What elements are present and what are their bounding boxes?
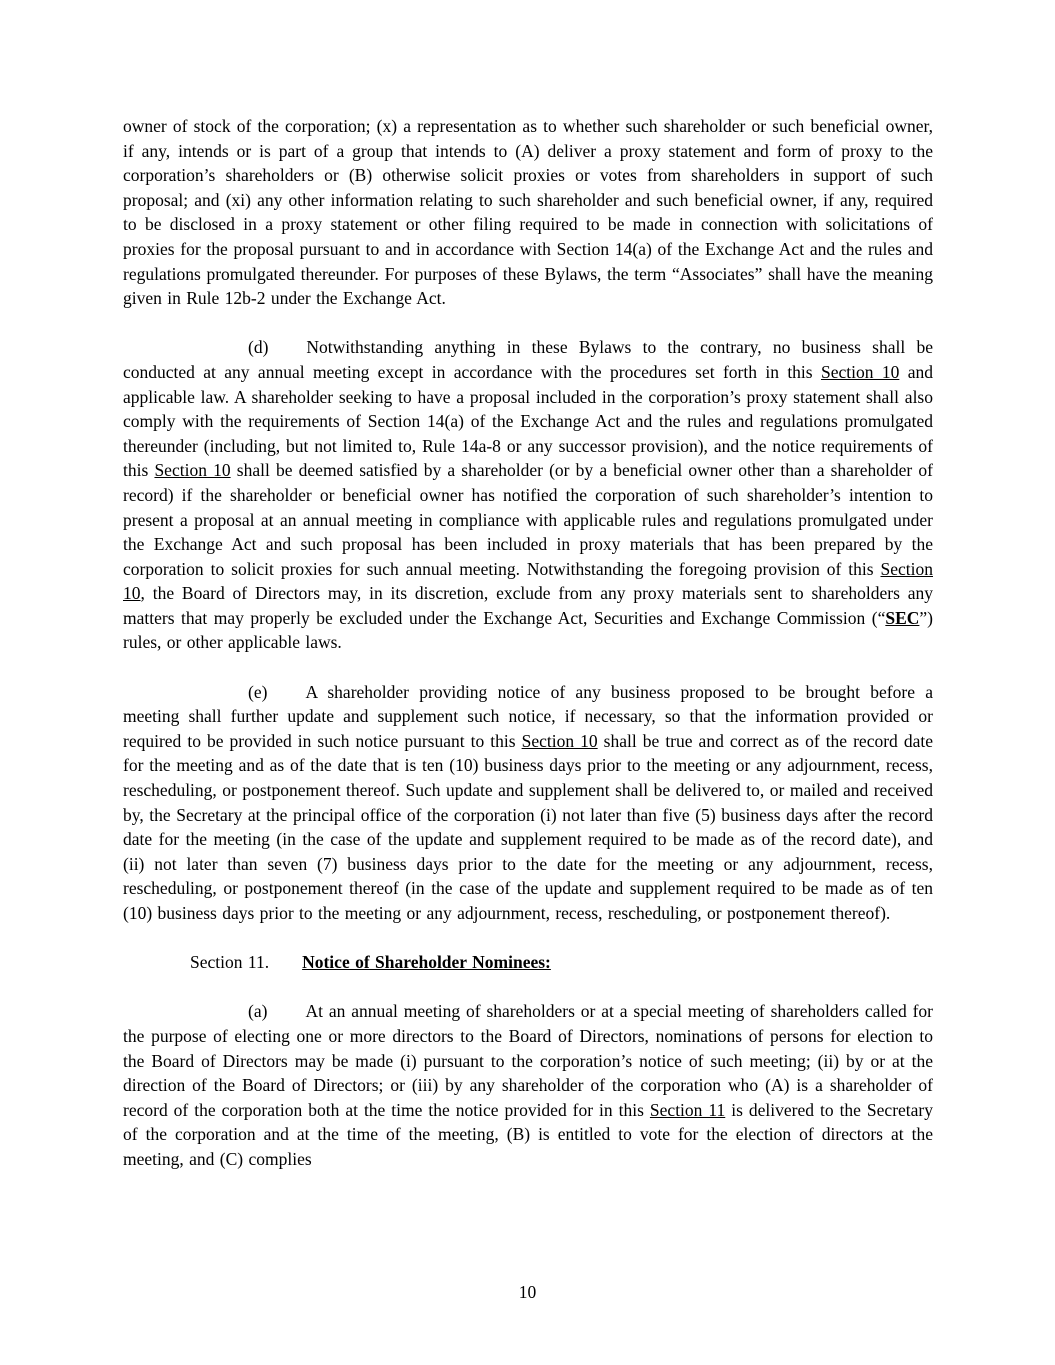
text-run: (e) <box>248 681 268 702</box>
underlined-text: Section 11 <box>649 1099 726 1120</box>
text-run: ”) rules, or other applicable laws. <box>123 607 933 653</box>
underlined-text: Section 10 <box>123 558 933 604</box>
text-run: , the Board of Directors may, in its discretion, exclude from any proxy materials sent to shareholders any matters that may properly be excluded under the Exchange Act, Securities and Exchange Commission (“ <box>123 583 933 628</box>
text-run: shall be deemed satisfied by a shareholder (or by a beneficial owner other than a shareholder of record) if the shareholder or beneficial owner has notified the corporation of such shareholder’s intention to present a proposal at an annual meeting in compliance with applicable rules and regulations promulgated under the Exchange Act and such proposal has been included in proxy materials that has been prepared by the corporation to solicit proxies for such annual meeting. Notwithstanding the foregoing provision of this <box>123 460 933 579</box>
bold-underlined-text: Notice of Shareholder Nominees: <box>302 952 551 973</box>
paragraph-e <box>123 680 933 926</box>
text-run: Section 11. <box>190 952 270 973</box>
underlined-text: Section 10 <box>154 460 231 481</box>
page-number: 10 <box>518 1282 537 1302</box>
underlined-text: Section 10 <box>820 361 900 382</box>
text-run: owner of stock of the corporation; (x) a representation as to whether such shareholder or such beneficial owner, if any, intends or is part of a group that intends to (A) deliver a proxy statement and form of proxy to the corporation’s shareholders or (B) otherwise solicit proxies or votes from shareholders in support of such proposal; and (xi) any other information relating to such shareholder and such beneficial owner, if any, required to be disclosed in a proxy statement or other filing required to be made in connection with solicitations of proxies for the proposal pursuant to and in accordance with Section 14(a) of the Exchange Act and the rules and regulations promulgated thereunder. For purposes of these Bylaws, the term “Associates” shall have the meaning given in Rule 12b-2 under the Exchange Act. <box>123 116 933 309</box>
text-run: Notwithstanding anything in these Bylaws to the contrary, no business shall be conducted at any annual meeting except in accordance with the procedures set forth in this <box>123 337 933 382</box>
text-run: At an annual meeting of shareholders or at a special meeting of shareholders called for the purpose of electing one or more directors to the Board of Directors, nominations of persons for election to the Board of Directors may be made (i) pursuant to the corporation’s notice of such meeting; (ii) by or at the direction of the Board of Directors; or (iii) by any shareholder of the corporation who (A) is a shareholder of record of the corporation both at the time the notice provided for in this <box>123 1001 933 1120</box>
page-content <box>123 114 933 1196</box>
underlined-text: Section 10 <box>521 730 598 751</box>
text-run: is delivered to the Secretary of the corporation and at the time of the meeting, (B) is entitled to vote for the election of directors at the meeting, and (C) complies <box>123 1099 933 1169</box>
paragraph-d <box>123 335 933 655</box>
text-run: (a) <box>248 1001 268 1022</box>
section-11-heading <box>123 950 933 975</box>
text-run: shall be true and correct as of the record date for the meeting and as of the date that is ten (10) business days prior to the meeting or any adjournment, recess, rescheduling, or postponement thereof. Such update and supplement shall be delivered to, or mailed and received by, the Secretary at the principal office of the corporation (i) not later than five (5) business days after the record date for the meeting (in the case of the update and supplement required to be made as of the record date), and (ii) not later than seven (7) business days prior to the date for the meeting or any adjournment, recess, rescheduling, or postponement thereof (in the case of the update and supplement required to be made as of ten (10) business days prior to the meeting or any adjournment, recess, rescheduling, or postponement thereof). <box>123 730 933 923</box>
text-run: A shareholder providing notice of any business proposed to be brought before a meeting shall further update and supplement such notice, if necessary, so that the information provided or required to be provided in such notice pursuant to this <box>123 681 933 751</box>
text-run: and applicable law. A shareholder seeking to have a proposal included in the corporation’s proxy statement shall also comply with the requirements of Section 14(a) of the Exchange Act and the rules and regulations promulgated thereunder (including, but not limited to, Rule 14a-8 or any successor provision), and the notice requirements of this <box>123 361 933 481</box>
paragraph-continuation <box>123 114 933 311</box>
text-run: (d) <box>248 337 269 358</box>
bold-underlined-text: SEC <box>885 607 920 628</box>
paragraph-a <box>123 999 933 1171</box>
